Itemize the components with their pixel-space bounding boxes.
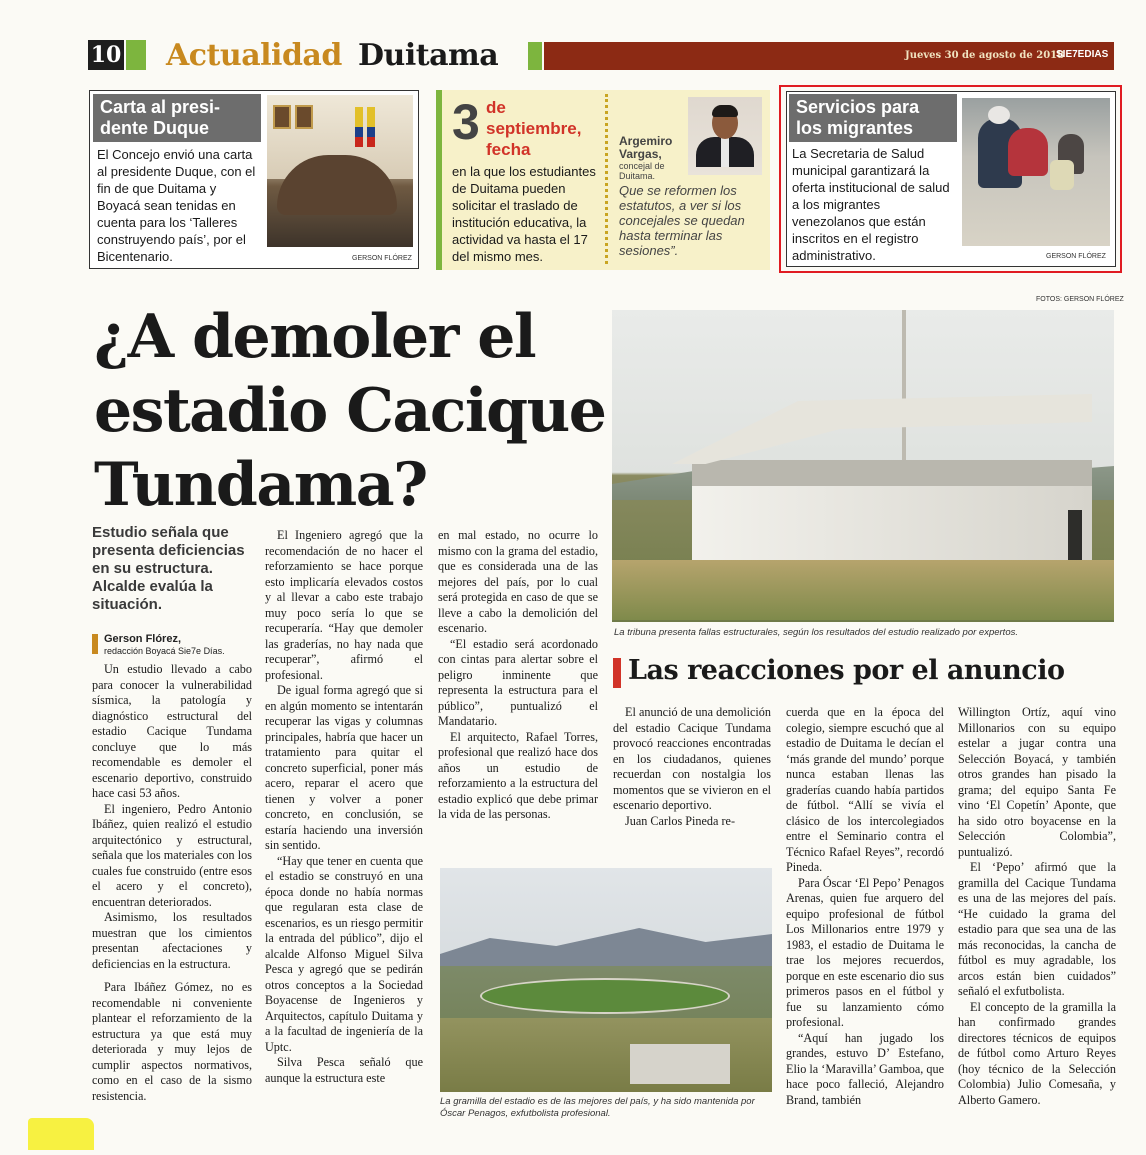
brief-migrants-title-line2: los migrantes bbox=[796, 118, 914, 138]
header-accent bbox=[126, 40, 146, 70]
paragraph: “Hay que tener en cuenta que el estadio se construyó en una época donde no había normas que regularan esta clase de escenarios, es un riesgo permitir la entrada del público”, dijo el alcalde Alfonso Miguel Silva Pesca y agregó que se pedirán otros conceptos a la Sociedad Boyacense de Ingenieros y Arquitectos, capítulo Duitama y a la facultad de ingeniería de la Uptc. bbox=[265, 853, 423, 1054]
quote-role-line2: Duitama. bbox=[619, 171, 656, 181]
paragraph: El Ingeniero agregó que la recomendación de no hacer el reforzamiento se hace porque esto implicaría elevados costos y al llevar a cabo este trabajo muy poco sería lo que se recuperaría. “Hay que demoler las graderías, no hay nada que recuperar”, afirmó el profesional. bbox=[265, 528, 423, 682]
portrait-photo bbox=[688, 97, 762, 175]
headline-line3: Tundama? bbox=[94, 450, 427, 520]
stadium-photo bbox=[612, 310, 1114, 622]
brief-migrants-text: La Secretaria de Salud municipal garantizará la oferta institucional de salud a los migrantes venezolanos que están inscritos en el registro administrativo. bbox=[792, 146, 950, 263]
reactions-column-1 bbox=[613, 705, 771, 829]
brief-date-text: en la que los estudiantes de Duitama pueden solicitar el traslado de institución educativa, la actividad va hasta el 17 del mismo mes. bbox=[452, 164, 596, 264]
photos-credit: FOTOS: GERSON FLÓREZ bbox=[1036, 296, 1124, 303]
photo-person-cap bbox=[988, 106, 1010, 124]
paragraph: Silva Pesca señaló que aunque la estructura este bbox=[265, 1055, 423, 1085]
header-bar-accent bbox=[528, 42, 542, 70]
photo-credit: GERSON FLÓREZ bbox=[1046, 253, 1106, 260]
highlighter-mark bbox=[28, 1118, 94, 1150]
dotted-separator bbox=[605, 94, 608, 264]
paragraph: El ingeniero, Pedro Antonio Ibáñez, quien realizó el estudio arquitectónico y estructural, señala que los materiales con los cuales fue construido (entre esos el acero y el concreto), encuentran deteriorados. bbox=[92, 801, 252, 909]
issue-date: Jueves 30 de agosto de 2018 bbox=[905, 50, 1065, 61]
photo-grass bbox=[612, 560, 1114, 620]
stadium-caption: La tribuna presenta fallas estructurales, según los resultados del estudio realizado por expertos. bbox=[614, 627, 1018, 638]
story-deck: Estudio señala que presenta deficiencias en su estructura. Alcalde evalúa la situación. bbox=[92, 524, 245, 613]
paragraph: Para Óscar ‘El Pepo’ Penagos Arenas, quien fue arquero del equipo profesional de fútbol Los Millonarios entre 1979 y 1983, el estadio de Duitama le trae los mejores recuerdos, porque en este escenario dio sus primeros pasos en el fútbol y fue su lanzamiento cómo profesional. bbox=[786, 875, 944, 1029]
field-caption: La gramilla del estadio es de las mejores del país, y ha sido mantenida por Óscar Penagos, exfutbolista profesional. bbox=[440, 1096, 755, 1119]
paragraph: en mal estado, no ocurre lo mismo con la grama del estadio, que es considerada una de las mejores del país, por lo cual será protegida en caso de que se lleve a cabo la demolición del escenario. bbox=[438, 528, 598, 635]
brief-migrants-title-line1: Servicios para bbox=[796, 97, 920, 117]
paragraph: “El estadio será acordonado con cintas para alertar sobre el peligro inminente que representa la estructura para el público”, puntualizó el Mandatario. bbox=[438, 636, 598, 728]
date-text-line3: fecha bbox=[486, 140, 531, 159]
headline-line2: estadio Cacique bbox=[94, 376, 606, 446]
brief-letter-title-line1: Carta al presi- bbox=[100, 97, 221, 117]
photo-credit: GERSON FLÓREZ bbox=[352, 255, 412, 262]
paragraph: Un estudio llevado a cabo para conocer la vulnerabilidad sísmica, la patología y diagnóstico estructural del estadio Cacique Tundama concluye que lo más recomendable es demoler el escenario deportivo, construido hace casi 53 años. bbox=[92, 662, 252, 800]
reactions-subhead: Las reacciones por el anuncio bbox=[628, 655, 1065, 686]
brief-migrants-title bbox=[789, 94, 957, 142]
paragraph: Juan Carlos Pineda re- bbox=[625, 813, 735, 828]
brief-letter-title bbox=[93, 94, 261, 142]
byline-role: redacción Boyacá Sie7e Días. bbox=[104, 646, 225, 656]
page-number: 10 bbox=[88, 40, 124, 70]
field-photo bbox=[440, 868, 772, 1092]
byline-name: Gerson Flórez, bbox=[104, 633, 182, 645]
photo-flag bbox=[355, 107, 363, 147]
story-column-2 bbox=[265, 528, 423, 1086]
section-title: Actualidad bbox=[166, 38, 342, 73]
paragraph: Para Ibáñez Gómez, no es recomendable ni conveniente plantear el reforzamiento de la estructura ya que está muy deteriorada y muy lejos de cumplir aspectos normativos, como en el caso de la sismo resistencia. bbox=[92, 980, 252, 1103]
portrait-hair bbox=[712, 105, 738, 117]
photo-mountains bbox=[440, 926, 772, 966]
photo-person bbox=[1008, 128, 1048, 176]
photo-grandstand-shade bbox=[692, 460, 1092, 486]
paragraph: El anunció de una demolición del estadio Cacique Tundama provocó reacciones encontradas en los ciudadanos, quienes recuerdan con nostalgia los momentos que se vivieron en el escenario deportivo. bbox=[613, 705, 771, 812]
photo-pitch bbox=[480, 978, 730, 1014]
council-photo bbox=[267, 95, 413, 247]
photo-bag bbox=[1050, 160, 1074, 190]
migrants-photo bbox=[962, 98, 1110, 246]
paragraph: “Aquí han jugado los grandes, estuvo D’ Estefano, Elio la ‘Maravilla’ Gamboa, que hace poco falleció, Alejandro Brand, también bbox=[786, 1030, 944, 1107]
brief-letter-title-line2: dente Duque bbox=[100, 118, 210, 138]
date-text-line2: septiembre, bbox=[486, 119, 582, 138]
quote-text: Que se reformen los estatutos, a ver si los concejales se quedan hasta terminar las sesiones”. bbox=[619, 183, 745, 258]
paragraph: El ‘Pepo’ afirmó que la gramilla del Cacique Tundama es una de las mejores del país. “He cuidado la grama del estadio para que sea una de las más reconocidas, la cancha de fútbol es muy agradable, los arcos están bien cuidados” señaló el exfutbolista. bbox=[958, 860, 1116, 998]
quote-name-line2: Vargas, bbox=[619, 147, 662, 161]
portrait-shirt bbox=[721, 137, 729, 167]
headline bbox=[94, 300, 614, 522]
paragraph: Willington Ortíz, aquí vino Millonarios con su equipo estelar a jugar contra una Selección Boyacá, y también otros grandes han pisado la grama; del equipo Santa Fe vino ‘El Copetín’ Aponte, que ha sido otro boyacense en la Selección Colombia”, puntualizó. bbox=[958, 705, 1116, 859]
date-text-line1: de bbox=[486, 98, 506, 117]
photo-painting bbox=[273, 105, 291, 129]
photo-grandstand-roof bbox=[672, 394, 1092, 464]
quote-name-line1: Argemiro bbox=[619, 134, 673, 148]
paragraph: El concepto de la gramilla la han confirmado grandes directores técnicos de equipos de fútbol como Arturo Reyes (hoy técnico de la Selección Colombia) Julio Comesaña, y Alberto Gamero. bbox=[958, 999, 1116, 1107]
brand-name: SIE7EDIAS bbox=[1056, 49, 1109, 60]
photo-painting bbox=[295, 105, 313, 129]
brief-letter-text: El Concejo envió una carta al presidente Duque, con el fin de que Duitama y Boyacá sean tenidas en cuenta para los ‘Talleres construyendo país’, por el Bicentenario. bbox=[97, 147, 256, 264]
subhead-accent bbox=[613, 658, 621, 688]
reactions-column-2 bbox=[786, 705, 944, 1108]
story-column-3 bbox=[438, 528, 598, 823]
paragraph: cuerda que en la época del colegio, siempre escuchó que al estadio de Duitama le decían el ‘más grande del mundo’ porque nunca estaban llenas las graderías cuando había partidos de fútbol. “Allí se vivía el clásico de los intercolegiados entre el Seminario contra el Técnico Rafael Reyes”, recordó Pineda. bbox=[786, 705, 944, 874]
paragraph: El arquitecto, Rafael Torres, profesional que realizó hace dos años un estudio de reforzamiento a la estructura del estadio explicó que debe primar la vida de las personas. bbox=[438, 729, 598, 821]
photo-stand bbox=[630, 1044, 730, 1084]
byline-accent bbox=[92, 634, 98, 654]
paragraph: Asimismo, los resultados muestran que los cimientos presentan afectaciones y deficiencias en la estructura. bbox=[92, 910, 252, 971]
reactions-column-3 bbox=[958, 705, 1116, 1108]
quote-role-line1: concejal de bbox=[619, 161, 665, 171]
photo-flag bbox=[367, 107, 375, 147]
headline-line1: ¿A demoler el bbox=[94, 302, 536, 372]
paragraph: De igual forma agregó que si en algún momento se intentarán recuperar las vigas y columnas principales, habría que hacer un tratamiento para quitar el concreto superficial, poner más acero, reparar el acero que tienen y volver a poner concreto, en conclusión, se estaría haciendo una inversión sin sentido. bbox=[265, 683, 423, 852]
story-column-1 bbox=[92, 662, 252, 1104]
city-title: Duitama bbox=[358, 38, 499, 73]
date-day-number: 3 bbox=[452, 94, 480, 150]
